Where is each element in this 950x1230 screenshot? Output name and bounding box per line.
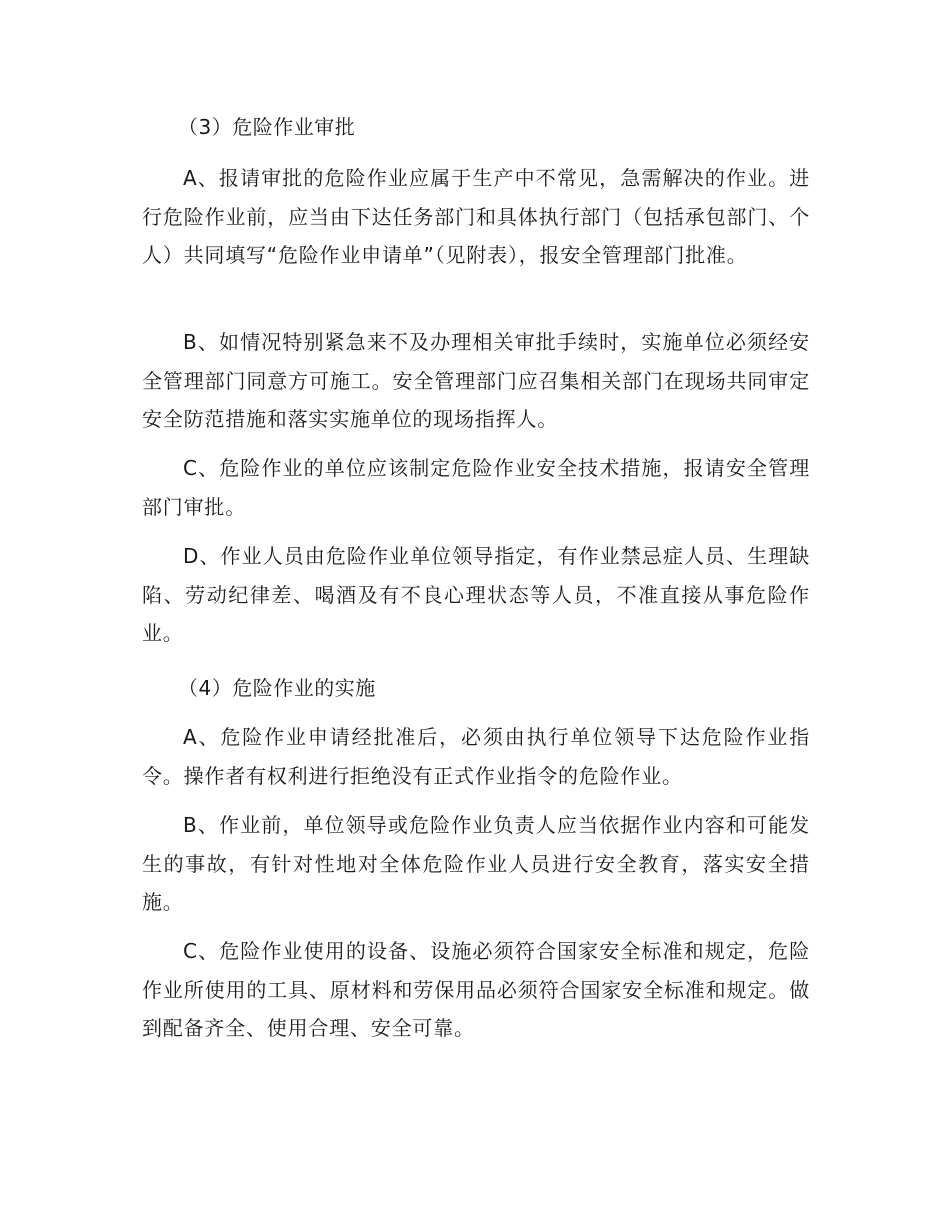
paragraph-3b: B、如情况特别紧急来不及办理相关审批手续时，实施单位必须经安全管理部门同意方可施工。安全管理部门应召集相关部门在现场共同审定安全防范措施和落实实施单位的现场指挥人。 bbox=[142, 330, 810, 431]
paragraph-4b: B、作业前，单位领导或危险作业负责人应当依据作业内容和可能发生的事故，有针对性地对全体危险作业人员进行安全教育，落实安全措施。 bbox=[142, 813, 810, 914]
paragraph-3a: A、报请审批的危险作业应属于生产中不常见，急需解决的作业。进行危险作业前，应当由下达任务部门和具体执行部门（包括承包部门、个人）共同填写“危险作业申请单”（见附表），报安全管理部门批准。 bbox=[142, 166, 810, 267]
paragraph-4c: C、危险作业使用的设备、设施必须符合国家安全标准和规定，危险作业所使用的工具、原材料和劳保用品必须符合国家安全标准和规定。做到配备齐全、使用合理、安全可靠。 bbox=[142, 939, 810, 1040]
paragraph-3d: D、作业人员由危险作业单位领导指定，有作业禁忌症人员、生理缺陷、劳动纪律差、喝酒及有不良心理状态等人员，不准直接从事危险作业。 bbox=[142, 544, 810, 645]
section-4-heading: （4）危险作业的实施 bbox=[178, 676, 376, 700]
paragraph-4a: A、危险作业申请经批准后，必须由执行单位领导下达危险作业指令。操作者有权利进行拒绝没有正式作业指令的危险作业。 bbox=[142, 725, 810, 788]
section-3-heading: （3）危险作业审批 bbox=[178, 115, 356, 139]
paragraph-3c: C、危险作业的单位应该制定危险作业安全技术措施，报请安全管理部门审批。 bbox=[142, 456, 810, 519]
